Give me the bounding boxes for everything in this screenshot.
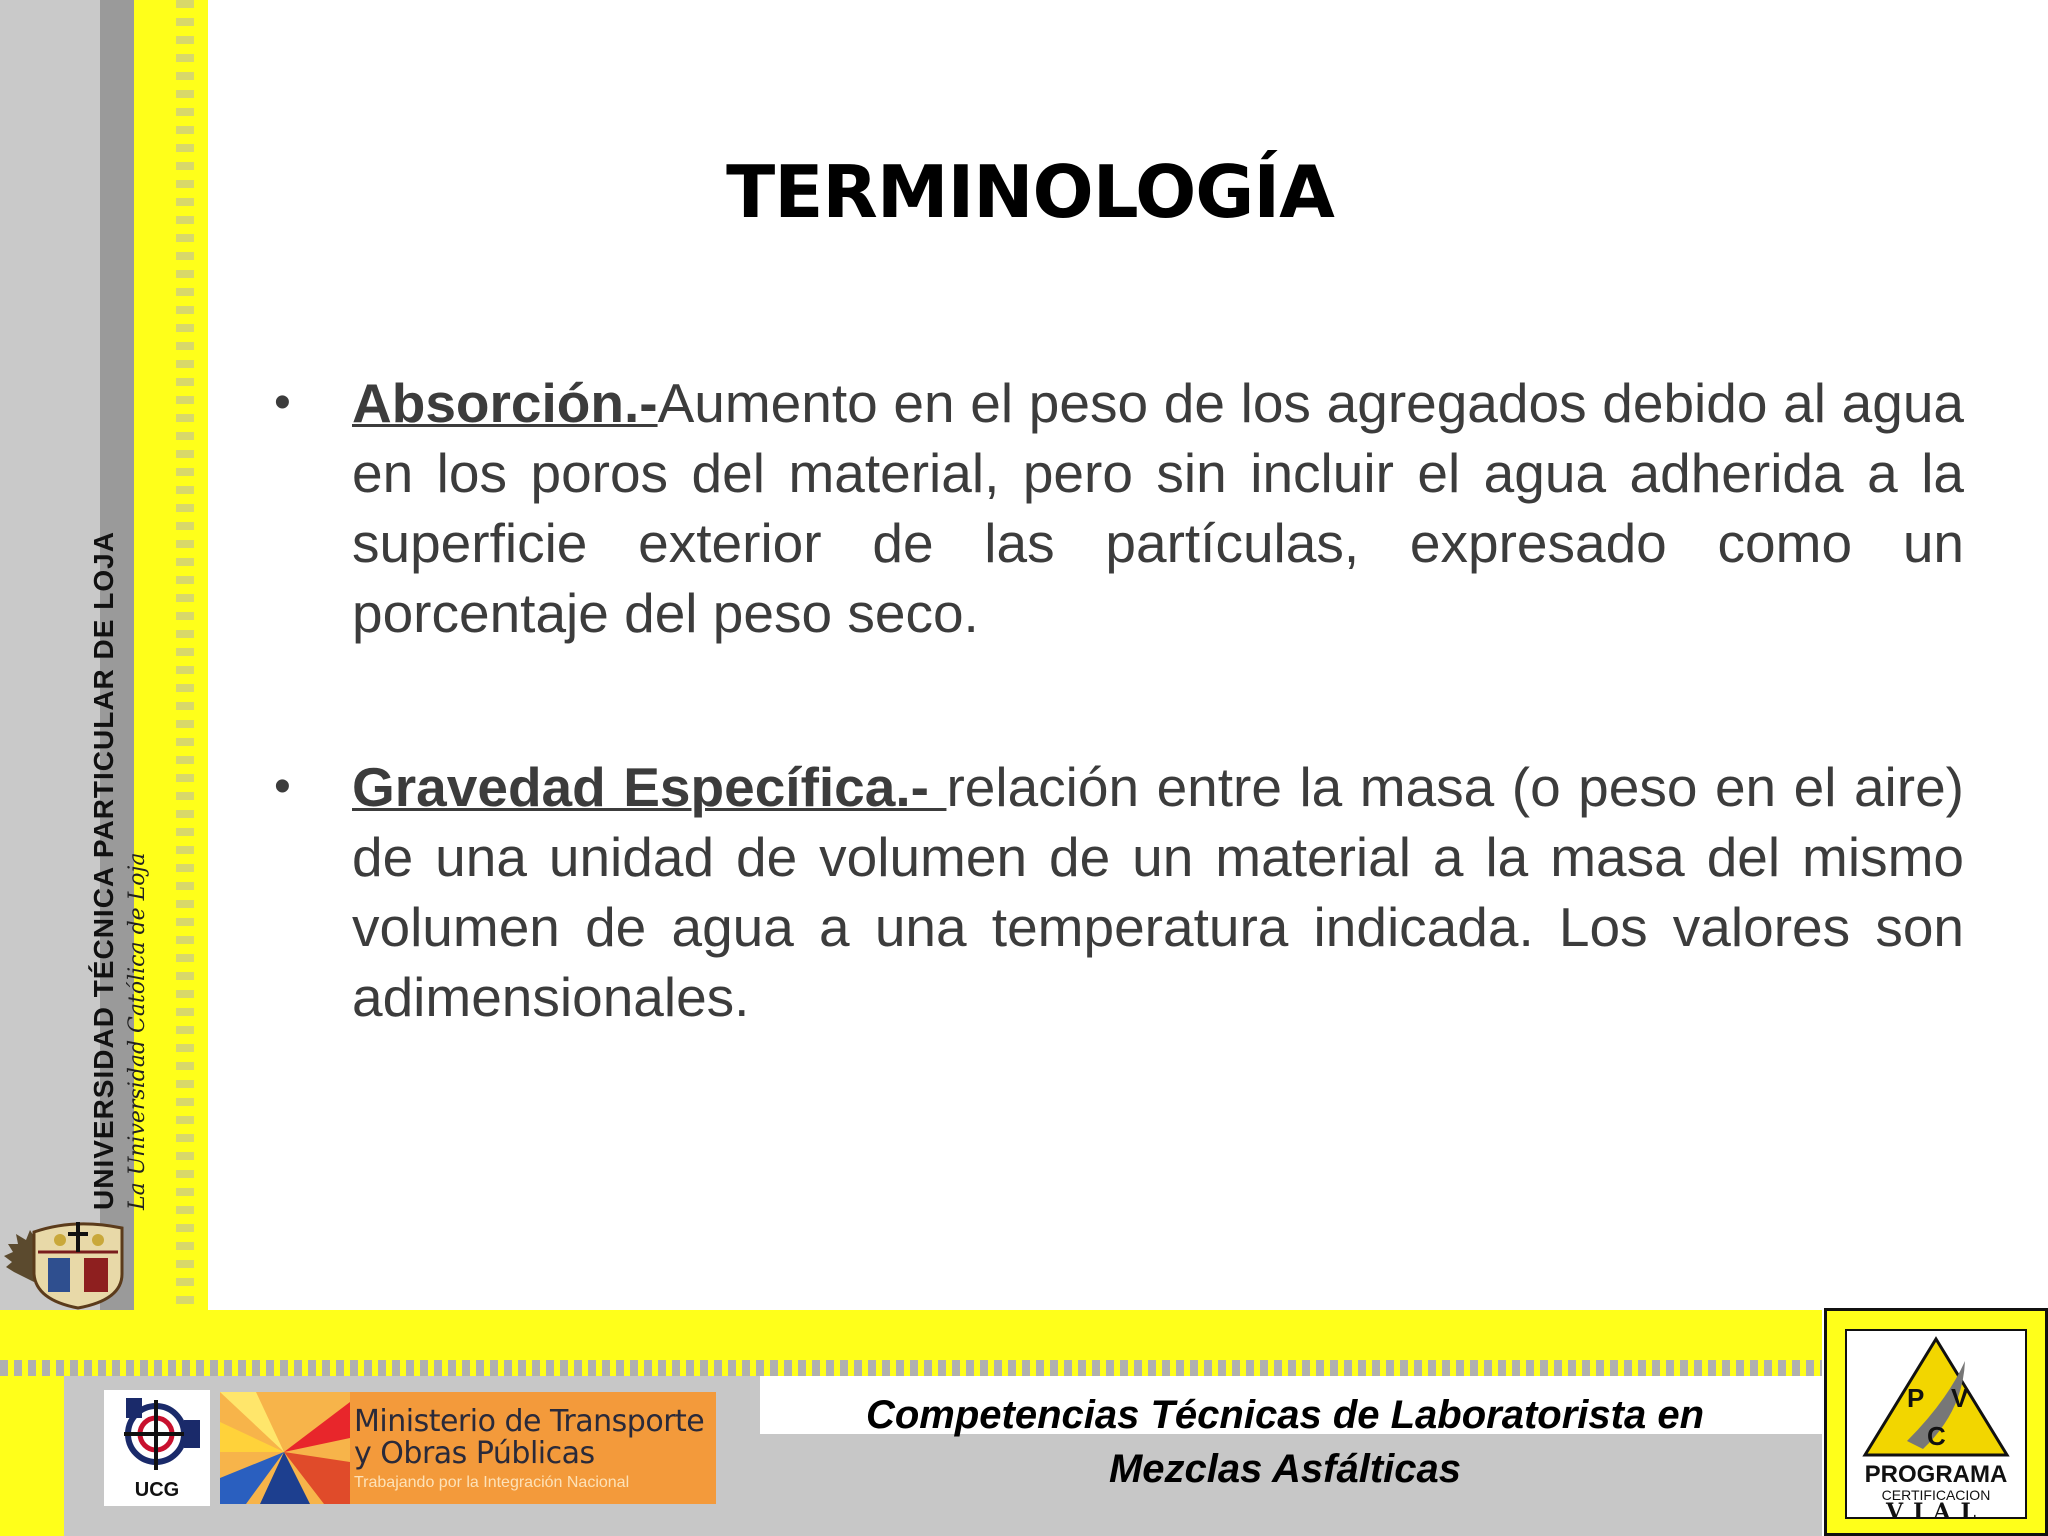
university-crest-icon (4, 1212, 130, 1310)
university-name: UNIVERSIDAD TÉCNICA PARTICULAR DE LOJA (88, 531, 119, 1210)
footer-dashed-line (0, 1360, 1822, 1376)
bullet-term: Absorción.- (352, 372, 658, 434)
ministry-name-line1: Ministerio de Transporte (354, 1404, 705, 1439)
ministry-tagline: Trabajando por la Integración Nacional (354, 1474, 630, 1491)
ucg-label: UCG (134, 1479, 180, 1501)
pcv-logo-icon (1824, 1308, 2048, 1536)
pcv-vial-label: VIAL (1886, 1499, 1986, 1525)
bullet-marker: • (274, 760, 291, 813)
pcv-letter-c: C (1927, 1421, 1946, 1451)
course-title (760, 1388, 1810, 1496)
pcv-letter-v: V (1951, 1383, 1969, 1413)
footer-yellow-edge (0, 1376, 64, 1536)
sidebar-background (0, 0, 100, 1310)
ministry-name-line2: y Obras Públicas (354, 1436, 595, 1471)
bullet-definition: Aumento en el peso de los agregados debido al agua en los poros del material, pero sin incluir el agua adherida a la superficie exterior de las partículas, expresado como un porcentaje del peso seco. (352, 372, 1964, 644)
pcv-logo-inner (1845, 1329, 2027, 1525)
pcv-letter-p: P (1907, 1383, 1925, 1413)
university-motto: La Universidad Católica de Loja (125, 852, 150, 1210)
ministry-logo-icon (220, 1392, 716, 1504)
course-title-line1: Competencias Técnicas de Laboratorista en (865, 1393, 1705, 1437)
bullet-marker: • (274, 376, 291, 429)
slide-title: TERMINOLOGÍA (726, 150, 1334, 234)
bullet-definition: relación entre la masa (o peso en el aire) de una unidad de volumen de un material a la masa del mismo volumen de agua a una temperatura indicada. Los valores son adimensionales. (352, 756, 1964, 1028)
pcv-program-label: PROGRAMA (1864, 1461, 2008, 1488)
university-branding (86, 390, 186, 1210)
pcv-certification-label: CERTIFICACION (1881, 1487, 1991, 1503)
bullet-term: Gravedad Específica.- (352, 756, 947, 818)
course-title-line2: Mezclas Asfálticas (1108, 1447, 1462, 1491)
bullet-absorcion (274, 368, 1964, 648)
ucg-logo-icon (104, 1390, 210, 1506)
bullet-gravedad-especifica (274, 752, 1964, 1032)
